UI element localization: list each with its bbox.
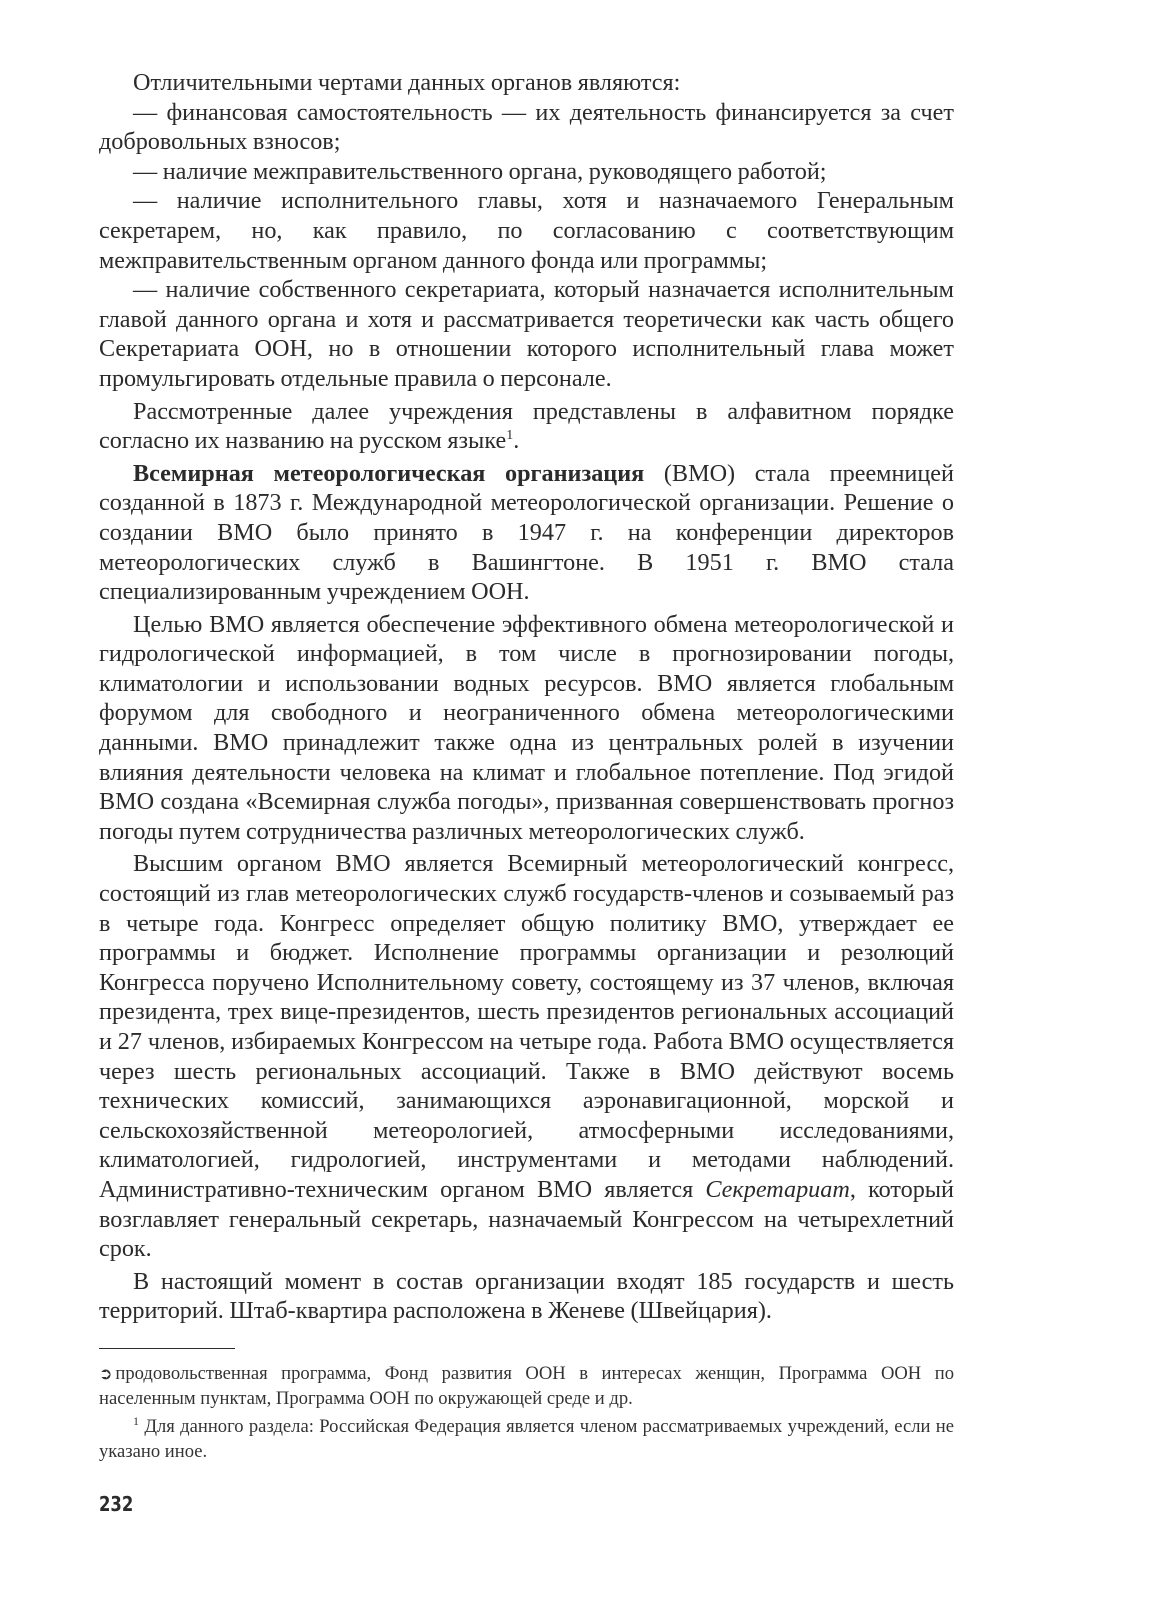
paragraph-3: — наличие межправительственного органа, руководящего работой; xyxy=(133,157,827,185)
page-number: 232 xyxy=(99,1492,134,1516)
paragraph-6-end: . xyxy=(513,427,520,455)
paragraph-9-end: , который возглавляет генеральный секретарь, назначаемый Конгрессом на четырехлетний срок. xyxy=(99,1175,954,1263)
paragraph-2: — финансовая самостоятельность — их деятельность финансируется за счет добровольных взносов; xyxy=(99,98,954,156)
body-text xyxy=(99,68,954,1326)
footnotes xyxy=(99,1361,954,1464)
paragraph-9 xyxy=(99,849,954,1263)
paragraph-4: — наличие исполнительного главы, хотя и назначаемого Генеральным секретарем, но, как правило, по согласованию с соответствующим межправительственным органом данного фонда или программы; xyxy=(99,187,954,274)
footnote-continuation-text: продовольственная программа, Фонд развития ООН в интересах женщин, Программа ООН по населенным пунктам, Программа ООН по окружающей среде и др. xyxy=(99,1362,954,1409)
paragraph-10: В настоящий момент в состав организации входят 185 государств и шесть территорий. Штаб-квартира расположена в Женеве (Швейцария). xyxy=(99,1267,954,1325)
term-wmo: Всемирная метеорологическая организация xyxy=(133,459,645,487)
paragraph-6 xyxy=(99,397,954,456)
footnote-continuation xyxy=(99,1361,954,1411)
paragraph-7-text: (ВМО) стала преемницей созданной в 1873 г. Международной метеорологической организации. Решение о создании ВМО было принято в 1947 г. на конференции директоров метеорологических служб в Вашингтоне. В 1951 г. ВМО стала специализированным учреждением ООН. xyxy=(99,459,954,606)
paragraph-1: Отличительными чертами данных органов являются: xyxy=(133,69,681,96)
paragraph-5: — наличие собственного секретариата, который назначается исполнительным главой данного органа и хотя и рассматривается теоретически как часть общего Секретариата ООН, но в отношении которого исполнительный глава может промульгировать отдельные правила о персонале. xyxy=(99,276,954,392)
footnote-1 xyxy=(99,1414,954,1464)
footnote-1-text: Для данного раздела: Российская Федерация является членом рассматриваемых учреждений, если не указано иное. xyxy=(99,1415,954,1462)
footnote-divider xyxy=(99,1348,235,1349)
term-secretariat: Секретариат xyxy=(705,1175,850,1203)
paragraph-6-text: Рассмотренные далее учреждения представлены в алфавитном порядке согласно их названию на русском языке xyxy=(99,397,954,455)
paragraph-7 xyxy=(99,459,954,607)
footnote-ref-1[interactable]: 1 xyxy=(506,428,514,444)
page xyxy=(99,68,954,1464)
continuation-arrow-icon: ➲ xyxy=(99,1363,113,1383)
footnote-1-number: 1 xyxy=(133,1413,139,1428)
paragraph-9-text: Высшим органом ВМО является Всемирный метеорологический конгресс, состоящий из глав метеорологических служб государств-членов и созываемый раз в четыре года. Конгресс определяет общую политику ВМО, утверждает ее программы и бюджет. Исполнение программы организации и резолюций Конгресса поручено Исполнительному совету, состоящему из 37 членов, включая президента, трех вице-президентов, шесть президентов региональных ассоциаций и 27 членов, избираемых Конгрессом на четыре года. Работа ВМО осуществляется через шесть региональных ассоциаций. Также в ВМО действуют восемь технических комиссий, занимающихся аэронавигационной, морской и сельскохозяйственной метеорологией, атмосферными исследованиями, климатологией, гидрологией, инструментами и методами наблюдений. Административно-техническим органом ВМО является xyxy=(99,850,954,1203)
paragraph-8: Целью ВМО является обеспечение эффективного обмена метеорологической и гидрологической информацией, в том числе в прогнозировании погоды, климатологии и использовании водных ресурсов. ВМО является глобальным форумом для свободного и неограниченного обмена метеорологическими данными. ВМО принадлежит также одна из центральных ролей в изучении влияния деятельности человека на климат и глобальное потепление. Под эгидой ВМО создана «Всемирная служба погоды», призванная совершенствовать прогноз погоды путем сотрудничества различных метеорологических служб. xyxy=(99,610,954,845)
